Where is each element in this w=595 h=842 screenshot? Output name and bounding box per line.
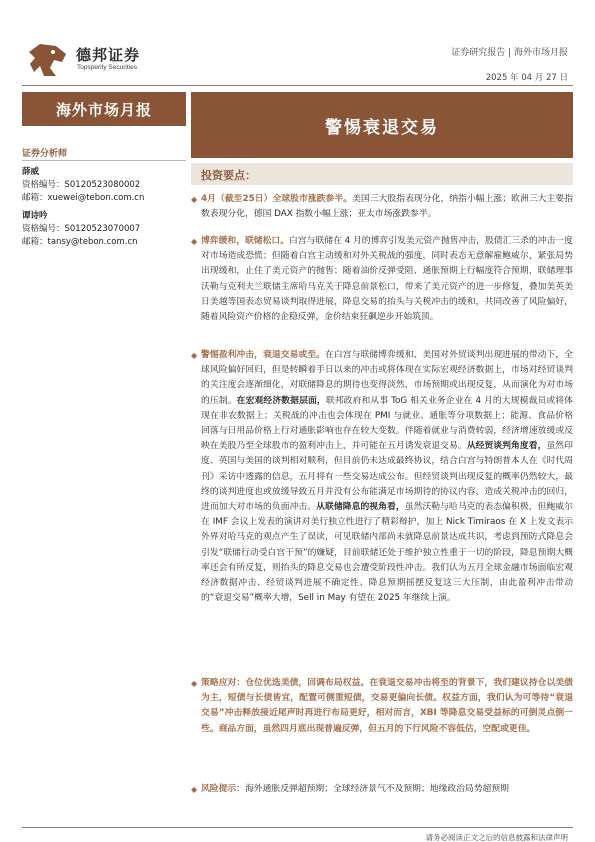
diamond-bullet-icon: ◆ — [191, 237, 198, 246]
key-point-lead: 4月（截至25日）全球股市涨跌参半。 — [201, 194, 353, 204]
analyst-name: 薛威 — [22, 167, 40, 177]
risk-text: 海外通胀反弹超预期；全球经济景气不及预期；地缘政治局势超预期 — [245, 784, 509, 794]
analysts-section-title: 证券分析师 — [22, 149, 68, 159]
diamond-bullet-icon: ◆ — [191, 679, 198, 688]
category-banner: 海外市场月报 — [22, 92, 186, 126]
report-date: 2025 年 04 月 27 日 — [485, 73, 568, 83]
key-point-text: 虽然沃勒与哈马克的表态偏积极，但鲍威尔在 IMF 会议上发表的演讲对美行独立性进行了精彩辩护，加上 Nick Timiraos 在 X 上发文表示外界对哈马克的观点产生了误读，可见联储内部尚未就降息前景达成共识，考虑到预防式降息会引发“联储行动受白宫干预”的嫌疑，目前联储还处于维护独立性重于一切的阶段，降息预期大概率还会有所反复，则抬头的降息交易也会遭受阶段性冲击。我们认为五月全球金融市场面临宏观经济数据冲击、经贸谈判进展不确定性、降息预期摇摆反复这三大压制，由此盈利冲击带动的“衰退交易”概率大增，Sell in May 有望在 2025 年继续上演。 — [201, 502, 573, 604]
key-point-text: 联邦政府和从事 ToG 相关业务企业在 4 月的大规模裁员或将体现在非农数据上；关税战的冲击也会体现在 PMI 与就业、通胀等分项数据上；能源、食品价格回落与日用品价格上行对通胀影响也存在较大变数。伴随着就业与消费转弱，经济增速放缓或反映在美股乃至全球股市的盈利冲击上，并可能在五月诱发衰退交易。 — [201, 395, 573, 452]
key-point-text: 虽然印度、英国与美国的谈判相对顺利，但目前仍未达成最终协议，结合白宫与特朗普本人在《时代周刊》采访中透露的信息，五月将有一些交易达成公布。但经贸谈判出现反复的概率仍然较大，最终的谈判进度也或放缓导致五月并没有公布能满足市场期待的协议内容，造成关税冲击的回归，进而加大对市场的负面冲击。 — [201, 441, 573, 513]
footer-disclaimer: 请务必阅读正文之后的信息披露和法律声明 — [425, 833, 568, 842]
analyst-card — [22, 210, 186, 249]
diamond-bullet-icon: ◆ — [191, 351, 198, 360]
header-divider — [22, 85, 573, 86]
debang-lion-logo-icon — [26, 42, 68, 78]
macro-subhead: 在宏观经济数据层面， — [236, 395, 326, 406]
key-point-1 — [191, 192, 573, 222]
diamond-bullet-icon: ◆ — [191, 785, 198, 794]
analyst-card — [22, 166, 186, 205]
report-type: 证券研究报告 | 海外市场月报 — [451, 48, 568, 58]
key-point-text: 白宫与联储在 4 月的博弈引发美元资产抛售冲击，股债汇三杀的冲击一度对市场造成恐慌；但随着白宫主动缓和对外关税战的强度，同时表态无意解雇鲍威尔，紧张局势出现缓和，止住了美元资产的抛售；随着油价反弹受阻、通胀预期上行幅度符合预期，联储理事沃勒与克利夫兰联储主席哈马克关于降息前景松口，带来了美元资产的进一步修复，叠加美英美日美越等国表态贸易谈判取得进展，降息交易的抬头与关税冲击的缓和，共同改善了风险偏好，随着风险资产价格的企稳反弹，金价结束狂飙逆步开始筑顶。 — [201, 236, 573, 323]
key-point-lead: 警惕盈利冲击，衰退交易或至。 — [201, 350, 326, 360]
analyst-email[interactable]: 邮箱：xuewei@tebon.com.cn — [22, 193, 145, 203]
footer-divider — [22, 827, 573, 828]
key-point-lead: 博弈缓和，联储松口。 — [201, 236, 289, 246]
report-title: 警惕衰退交易 — [191, 92, 573, 158]
key-point-text: 在白宫与联储博弈缓和、美国对外贸谈判出现进展的带动下，全球风险偏好回归，但是转瞬着手日以来的冲击或将体现在实际宏观经济数据上，市场对经贸谈判的关注度会逐渐细化，对联储降息的期待也变得淡然，市场预期或出现反复，从而演化为对市场的压制。 — [201, 350, 573, 406]
brand-name-cn: 德邦证券 — [76, 46, 141, 64]
key-point-4 — [191, 676, 573, 737]
sidebar-divider — [22, 160, 186, 161]
trade-subhead: 从经贸谈判角度看， — [466, 441, 547, 452]
key-point-3 — [191, 348, 573, 606]
key-point-text: 美国三大股指表现分化，纳指小幅上涨；欧洲三大主要指数表现分化，德国 DAX 指数小幅上涨；亚太市场涨跌参半。 — [201, 194, 573, 220]
diamond-bullet-icon: ◆ — [191, 195, 198, 204]
risk-lead: 风险提示： — [201, 784, 245, 794]
key-point-2 — [191, 234, 573, 325]
analyst-cert: 资格编号：S0120523070007 — [22, 224, 141, 234]
key-points-title: 投资要点： — [201, 169, 256, 182]
brand-logo — [22, 40, 162, 80]
analyst-cert: 资格编号：S0120523080002 — [22, 180, 141, 190]
key-point-lead: 策略应对：仓位优选美债，回调布局权益。 — [201, 678, 370, 688]
brand-name-en: Topsperity Securities — [77, 64, 137, 71]
analyst-name: 谭诗吟 — [22, 211, 48, 221]
key-point-text: 在衰退交易冲击将至的背景下，我们建议持仓以美债为主，短债与长债皆宜，配置可侧重短债，交易更偏向长债。权益方面，我们认为可等待“衰退交易”冲击释放接近尾声时再进行布局更好，相对而言，XBI 等降息交易受益标的可倒灵点倒一些。商品方面，虽然四月底出现普遍反弹，但五月的下行风险不容低估，空配或更佳。 — [201, 678, 573, 734]
fed-subhead: 从联储降息的视角看， — [316, 502, 405, 513]
analyst-email[interactable]: 邮箱：tansy@tebon.com.cn — [22, 237, 138, 247]
key-point-5 — [191, 782, 573, 797]
key-points-header — [191, 163, 573, 185]
